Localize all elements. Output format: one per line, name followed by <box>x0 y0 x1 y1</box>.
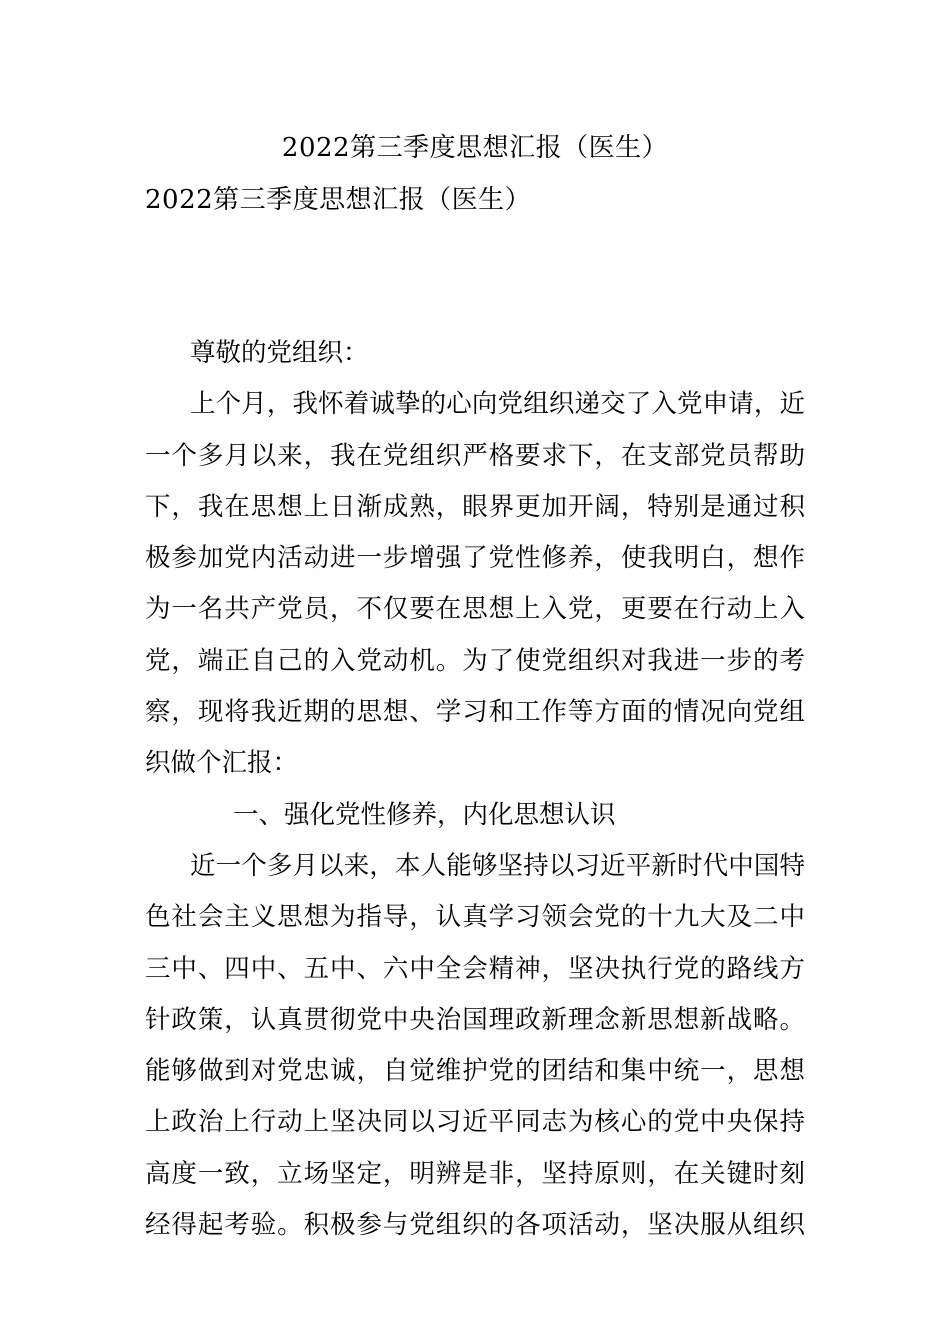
paragraph-line: 上政治上行动上坚决同以习近平同志为核心的党中央保持 <box>145 1107 805 1138</box>
paragraph-line: 极参加党内活动进一步增强了党性修养，使我明白，想作 <box>145 543 805 574</box>
paragraph-line: 色社会主义思想为指导，认真学习领会党的十九大及二中 <box>145 902 805 933</box>
paragraph-line: 高度一致，立场坚定，明辨是非，坚持原则，在关键时刻 <box>145 1158 805 1189</box>
paragraph-line: 织做个汇报： <box>145 748 299 779</box>
paragraph-line: 针政策，认真贯彻党中央治国理政新理念新思想新战略。 <box>145 1004 805 1035</box>
paragraph-line: 能够做到对党忠诚，自觉维护党的团结和集中统一，思想 <box>145 1056 805 1087</box>
paragraph-line: 经得起考验。积极参与党组织的各项活动，坚决服从组织 <box>145 1210 805 1241</box>
document-body <box>145 328 805 1251</box>
paragraph-line: 三中、四中、五中、六中全会精神，坚决执行党的路线方 <box>145 953 805 984</box>
paragraph-line: 党，端正自己的入党动机。为了使党组织对我进一步的考 <box>145 645 805 676</box>
paragraph-line: 一个多月以来，我在党组织严格要求下，在支部党员帮助 <box>145 440 805 471</box>
document-subtitle: 2022第三季度思想汇报（医生） <box>145 185 532 215</box>
paragraph-line: 上个月，我怀着诚挚的心向党组织递交了入党申请，近 <box>190 389 805 420</box>
paragraph-line: 近一个多月以来，本人能够坚持以习近平新时代中国特 <box>190 850 805 881</box>
paragraph-line: 为一名共产党员，不仅要在思想上入党，更要在行动上入 <box>145 594 805 625</box>
paragraph-line: 下，我在思想上日渐成熟，眼界更加开阔，特别是通过积 <box>145 491 805 522</box>
paragraph-line: 察，现将我近期的思想、学习和工作等方面的情况向党组 <box>145 697 805 728</box>
salutation-line: 尊敬的党组织： <box>190 338 369 368</box>
document-title: 2022第三季度思想汇报（医生） <box>281 133 669 163</box>
section-heading: 一、强化党性修养，内化思想认识 <box>233 799 616 830</box>
